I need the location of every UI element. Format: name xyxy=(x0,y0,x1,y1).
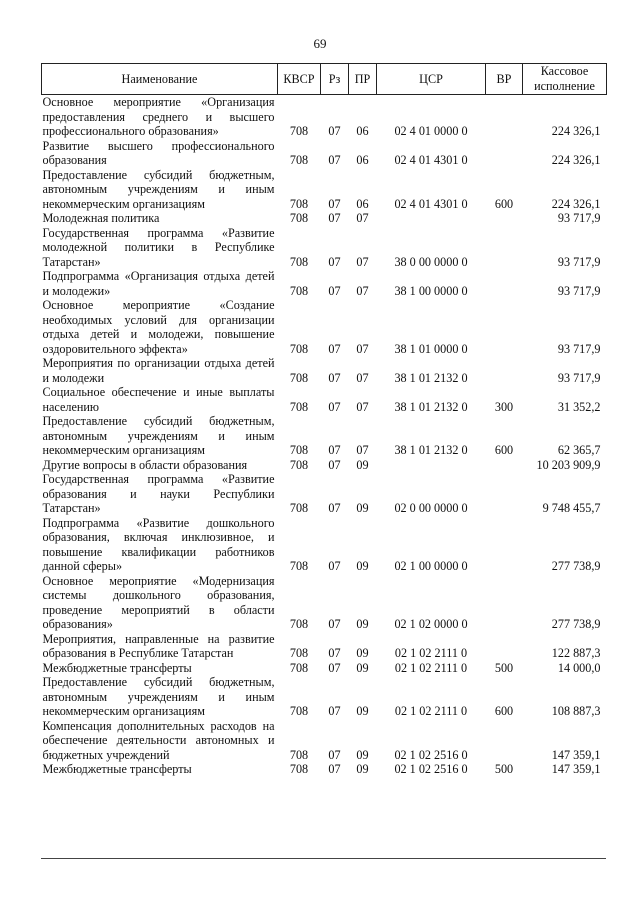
row-amount: 224 326,1 xyxy=(551,196,601,211)
row-rz: 07 xyxy=(328,254,341,269)
row-name: Предоставление субсидий бюджетным, автономным учреждениям и иным некоммерческим организациям xyxy=(42,414,275,457)
row-kvsr: 708 xyxy=(289,341,309,356)
table-row xyxy=(42,719,607,763)
row-csr: 02 4 01 4301 0 xyxy=(394,196,468,211)
row-amount: 93 717,9 xyxy=(557,283,601,298)
row-csr: 38 1 01 0000 0 xyxy=(394,341,468,356)
row-csr: 02 1 02 2111 0 xyxy=(394,704,468,718)
table-row xyxy=(42,385,607,414)
row-csr: 02 4 01 0000 0 xyxy=(394,124,468,138)
row-name: Мероприятия, направленные на развитие образования в Республике Татарстан xyxy=(42,631,275,660)
row-name: Другие вопросы в области образования xyxy=(42,457,248,472)
row-rz: 07 xyxy=(328,559,341,573)
row-pr: 07 xyxy=(356,211,369,225)
row-amount: 93 717,9 xyxy=(557,341,601,356)
row-name: Социальное обеспечение и иные выплаты населению xyxy=(42,385,275,414)
row-kvsr: 708 xyxy=(289,153,309,167)
row-vr xyxy=(486,458,523,473)
row-rz: 07 xyxy=(328,747,341,762)
table-row xyxy=(42,211,607,226)
row-csr: 02 1 02 0000 0 xyxy=(394,617,468,631)
row-rz: 07 xyxy=(328,283,341,298)
row-amount: 277 738,9 xyxy=(551,617,601,631)
row-vr xyxy=(486,298,523,356)
row-kvsr: 708 xyxy=(289,254,309,269)
row-vr: 600 xyxy=(494,443,514,457)
row-name: Основное мероприятие «Организация предоставления среднего и высшего профессионального образования» xyxy=(42,95,275,138)
table-row xyxy=(42,226,607,270)
row-pr: 07 xyxy=(356,341,369,356)
row-pr: 09 xyxy=(356,660,369,675)
row-name: Государственная программа «Развитие образования и науки Республики Татарстан» xyxy=(42,472,275,515)
header-csr: ЦСР xyxy=(377,64,486,95)
row-vr: 600 xyxy=(494,704,514,718)
row-kvsr: 708 xyxy=(289,617,309,631)
table-row xyxy=(42,269,607,298)
table-row xyxy=(42,632,607,661)
row-rz: 07 xyxy=(328,457,341,472)
row-name: Предоставление субсидий бюджетным, автономным учреждениям и иным некоммерческим организациям xyxy=(42,675,275,718)
budget-execution-table xyxy=(41,63,607,777)
row-csr: 38 1 01 2132 0 xyxy=(394,399,468,414)
row-amount: 108 887,3 xyxy=(551,704,601,718)
row-amount: 224 326,1 xyxy=(551,124,601,138)
row-name: Развитие высшего профессионального образования xyxy=(42,138,275,167)
row-csr: 02 1 00 0000 0 xyxy=(394,559,468,573)
row-amount: 147 359,1 xyxy=(551,747,601,762)
row-vr: 300 xyxy=(494,399,514,414)
row-pr: 09 xyxy=(356,559,369,573)
row-vr xyxy=(486,719,523,763)
row-name: Подпрограмма «Организация отдыха детей и молодежи» xyxy=(42,269,275,298)
row-csr xyxy=(377,458,486,473)
row-vr xyxy=(486,95,523,139)
row-amount: 31 352,2 xyxy=(557,399,601,414)
row-kvsr: 708 xyxy=(289,762,309,776)
row-rz: 07 xyxy=(328,341,341,356)
row-name: Основное мероприятие «Создание необходимых условий для организации отдыха детей и молодежи, повышение оздоровительного эффекта» xyxy=(42,298,275,356)
row-kvsr: 708 xyxy=(289,124,309,138)
row-csr: 02 1 02 2111 0 xyxy=(394,660,468,675)
table-row xyxy=(42,762,607,777)
row-pr: 09 xyxy=(356,762,369,776)
row-kvsr: 708 xyxy=(289,747,309,762)
row-amount: 224 326,1 xyxy=(551,153,601,167)
row-name: Молодежная политика xyxy=(42,211,160,225)
row-rz: 07 xyxy=(328,443,341,457)
row-csr xyxy=(377,211,486,226)
row-pr: 09 xyxy=(356,704,369,718)
row-name: Основное мероприятие «Модернизация системы дошкольного образования, проведение мероприятий в области образования» xyxy=(42,573,275,631)
row-name: Межбюджетные трансферты xyxy=(42,762,192,776)
row-pr: 09 xyxy=(356,617,369,631)
row-pr: 09 xyxy=(356,646,369,660)
row-vr xyxy=(486,574,523,632)
row-csr: 02 4 01 4301 0 xyxy=(394,153,468,167)
row-name: Предоставление субсидий бюджетным, автономным учреждениям и иным некоммерческим организациям xyxy=(42,167,275,211)
table-row xyxy=(42,574,607,632)
row-csr: 38 1 01 2132 0 xyxy=(394,443,468,457)
row-pr: 07 xyxy=(356,399,369,414)
header-vr: ВР xyxy=(486,64,523,95)
row-kvsr: 708 xyxy=(289,457,309,472)
row-rz: 07 xyxy=(328,501,341,515)
row-rz: 07 xyxy=(328,124,341,138)
header-pr: ПР xyxy=(349,64,377,95)
table-row xyxy=(42,414,607,458)
table-row xyxy=(42,675,607,719)
row-amount: 9 748 455,7 xyxy=(542,501,601,515)
row-name: Государственная программа «Развитие молодежной политики в Республике Татарстан» xyxy=(42,225,275,269)
row-vr: 600 xyxy=(494,196,514,211)
row-amount: 277 738,9 xyxy=(551,559,601,573)
row-csr: 38 0 00 0000 0 xyxy=(394,254,468,269)
row-name: Подпрограмма «Развитие дошкольного образования, включая инклюзивное, и повышение квалификации работников данной сферы» xyxy=(42,515,275,573)
row-amount: 93 717,9 xyxy=(557,254,601,269)
row-amount: 93 717,9 xyxy=(557,370,601,385)
row-kvsr: 708 xyxy=(289,399,309,414)
table-row xyxy=(42,139,607,168)
row-kvsr: 708 xyxy=(289,283,309,298)
row-rz: 07 xyxy=(328,617,341,631)
row-csr: 02 0 00 0000 0 xyxy=(394,501,468,515)
row-vr xyxy=(486,632,523,661)
row-amount: 93 717,9 xyxy=(557,211,601,225)
row-rz: 07 xyxy=(328,370,341,385)
row-csr: 02 1 02 2516 0 xyxy=(394,762,468,776)
row-rz: 07 xyxy=(328,196,341,211)
row-kvsr: 708 xyxy=(289,646,309,660)
row-pr: 09 xyxy=(356,747,369,762)
table-row xyxy=(42,95,607,139)
row-name: Мероприятия по организации отдыха детей и молодежи xyxy=(42,356,275,385)
row-name: Межбюджетные трансферты xyxy=(42,660,192,675)
row-vr xyxy=(486,226,523,270)
row-kvsr: 708 xyxy=(289,704,309,718)
row-pr: 06 xyxy=(356,153,369,167)
row-rz: 07 xyxy=(328,399,341,414)
row-rz: 07 xyxy=(328,153,341,167)
row-kvsr: 708 xyxy=(289,559,309,573)
row-kvsr: 708 xyxy=(289,443,309,457)
row-amount: 122 887,3 xyxy=(551,646,601,660)
page-number: 69 xyxy=(313,36,327,51)
row-pr: 06 xyxy=(356,196,369,211)
row-name: Компенсация дополнительных расходов на обеспечение деятельности автономных и бюджетных учреждений xyxy=(42,718,275,762)
row-amount: 10 203 909,9 xyxy=(536,457,601,472)
row-pr: 07 xyxy=(356,283,369,298)
row-csr: 02 1 02 2516 0 xyxy=(394,747,468,762)
row-vr xyxy=(486,211,523,226)
table-row xyxy=(42,516,607,574)
bottom-divider xyxy=(41,858,606,859)
table-row xyxy=(42,168,607,212)
row-kvsr: 708 xyxy=(289,196,309,211)
table-row xyxy=(42,458,607,473)
row-csr: 38 1 00 0000 0 xyxy=(394,283,468,298)
table-row xyxy=(42,472,607,516)
row-pr: 07 xyxy=(356,443,369,457)
table-row xyxy=(42,298,607,356)
row-rz: 07 xyxy=(328,660,341,675)
row-vr: 500 xyxy=(494,762,514,776)
row-csr: 38 1 01 2132 0 xyxy=(394,370,468,385)
row-amount: 62 365,7 xyxy=(557,443,601,457)
table-row xyxy=(42,661,607,676)
row-vr xyxy=(486,472,523,516)
row-csr: 02 1 02 2111 0 xyxy=(394,646,468,660)
row-kvsr: 708 xyxy=(289,660,309,675)
table-header-row xyxy=(42,64,607,95)
row-vr xyxy=(486,139,523,168)
header-amount: Кассовое исполнение xyxy=(523,64,607,95)
row-amount: 147 359,1 xyxy=(551,762,601,776)
row-pr: 09 xyxy=(356,501,369,515)
row-amount: 14 000,0 xyxy=(557,660,601,675)
table-row xyxy=(42,356,607,385)
row-rz: 07 xyxy=(328,646,341,660)
row-vr xyxy=(486,516,523,574)
row-pr: 09 xyxy=(356,457,369,472)
row-kvsr: 708 xyxy=(289,370,309,385)
row-vr xyxy=(486,269,523,298)
header-kvsr: КВСР xyxy=(278,64,321,95)
row-pr: 07 xyxy=(356,370,369,385)
row-vr xyxy=(486,356,523,385)
row-pr: 07 xyxy=(356,254,369,269)
row-kvsr: 708 xyxy=(289,211,309,225)
row-rz: 07 xyxy=(328,211,341,225)
header-name: Наименование xyxy=(42,64,278,95)
row-pr: 06 xyxy=(356,124,369,138)
header-rz: Рз xyxy=(321,64,349,95)
row-vr: 500 xyxy=(494,660,514,675)
row-kvsr: 708 xyxy=(289,501,309,515)
row-rz: 07 xyxy=(328,704,341,718)
row-rz: 07 xyxy=(328,762,341,776)
